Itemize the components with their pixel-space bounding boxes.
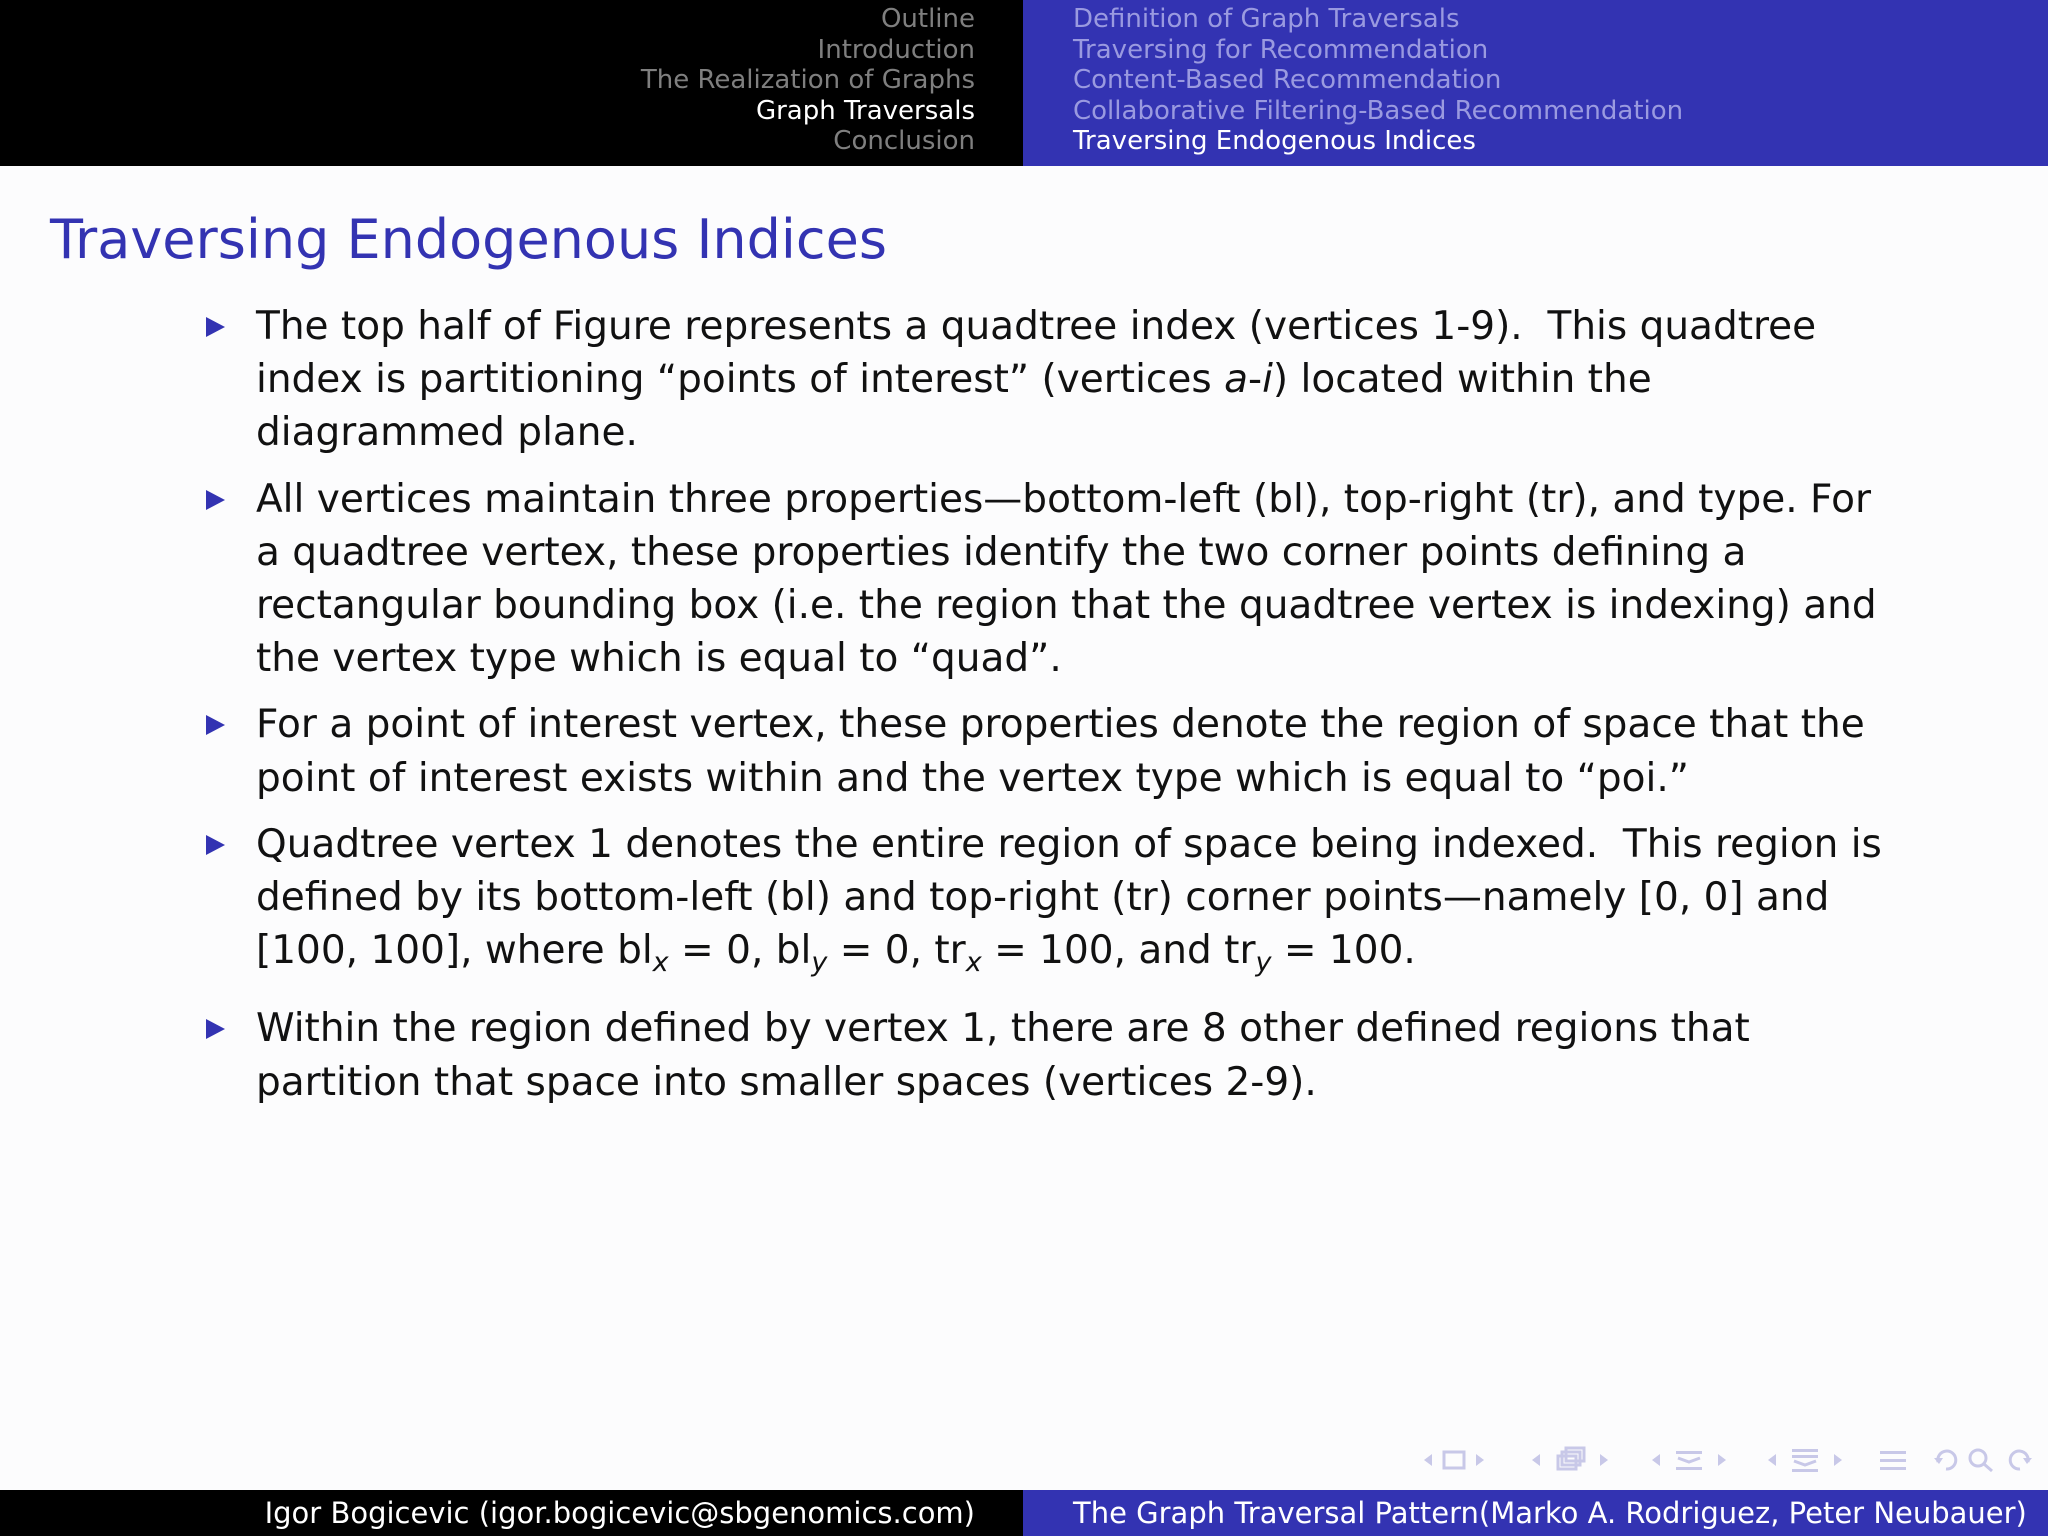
bullet-triangle-icon — [206, 715, 225, 735]
bullet-triangle-icon — [206, 490, 225, 510]
nav-subsection-content-based[interactable]: Content-Based Recommendation — [1073, 65, 1502, 96]
bullet-item — [206, 1002, 1906, 1108]
navigation-symbols — [1394, 1440, 2034, 1480]
bullet-text-run: x — [652, 947, 669, 979]
footer-title: The Graph Traversal Pattern(Marko A. Rodriguez, Peter Neubauer) — [1023, 1490, 2048, 1536]
bullet-text-run: y — [1255, 947, 1272, 979]
bullet-text-run: For a point of interest vertex, these properties denote the region of space that the point of interest exists within and the vertex type which is equal to “poi.” — [256, 702, 1878, 801]
bullet-text-run: i — [1262, 357, 1273, 403]
subsection-nav-icon[interactable] — [1526, 1445, 1622, 1475]
section-navigation — [0, 0, 1023, 166]
nav-section-graph-traversals[interactable]: Graph Traversals — [755, 95, 975, 126]
bullet-text-run: y — [811, 947, 828, 979]
bullet-text — [256, 1006, 1762, 1104]
section-nav-icon[interactable] — [1646, 1445, 1738, 1475]
align-icon[interactable] — [1878, 1445, 1908, 1475]
bullet-text-run: - — [1247, 357, 1263, 403]
slide-title: Traversing Endogenous Indices — [50, 208, 887, 271]
bullet-text — [256, 304, 1829, 455]
search-back-forward-icon[interactable] — [1932, 1445, 2034, 1475]
nav-subsection-traversing-recommendation[interactable]: Traversing for Recommendation — [1073, 34, 1489, 65]
footer-author: Igor Bogicevic (igor.bogicevic@sbgenomics.com) — [0, 1490, 1023, 1536]
nav-subsection-endogenous-indices[interactable]: Traversing Endogenous Indices — [1073, 126, 1476, 157]
bullet-triangle-icon — [206, 317, 225, 337]
slide-header — [0, 0, 2048, 166]
bullet-text — [256, 821, 1895, 979]
bullet-item — [206, 473, 1906, 686]
bullet-text-run: = 0, tr — [827, 928, 966, 974]
subsection-navigation — [1023, 0, 2048, 166]
bullet-text-run: = 100, and tr — [981, 928, 1256, 974]
bullet-text-run: x — [965, 947, 982, 979]
bullet-text — [256, 702, 1877, 800]
nav-section-conclusion[interactable]: Conclusion — [833, 126, 975, 157]
frame-nav-icon[interactable] — [1418, 1445, 1502, 1475]
bullet-text-run: = 0, bl — [668, 928, 812, 974]
bullet-triangle-icon — [206, 835, 225, 855]
bullet-triangle-icon — [206, 1019, 225, 1039]
bullet-item — [206, 300, 1906, 460]
bullet-text-run: Quadtree vertex 1 denotes the entire region of space being indexed. This region is defined by its bottom-left (bl) and top-right (tr) corner points—namely [0, 0] and [100, 100], where bl — [256, 821, 1895, 974]
bullet-text — [256, 477, 1889, 682]
bullet-text-run: The top half of Figure represents a quadtree index (vertices 1-9). This quadtree index is partitioning “points of interest” (vertices — [256, 304, 1829, 403]
nav-section-realization-of-graphs[interactable]: The Realization of Graphs — [640, 65, 975, 96]
bullet-text-run: = 100. — [1271, 928, 1416, 974]
nav-subsection-collaborative-filtering[interactable]: Collaborative Filtering-Based Recommendation — [1073, 95, 1684, 126]
document-nav-icon[interactable] — [1762, 1445, 1854, 1475]
nav-section-outline[interactable]: Outline — [880, 4, 975, 34]
bullet-item — [206, 698, 1906, 804]
bullet-text-run: Within the region defined by vertex 1, there are 8 other defined regions that partition that space into smaller spaces (vertices 2-9). — [256, 1006, 1763, 1105]
slide-footer — [0, 1490, 2048, 1536]
bullet-item — [206, 818, 1906, 990]
nav-section-introduction[interactable]: Introduction — [817, 34, 975, 65]
bullet-text-run: ) located within the diagrammed plane. — [256, 357, 1665, 456]
nav-subsection-definition[interactable]: Definition of Graph Traversals — [1073, 4, 1460, 34]
bullet-text-run: a — [1224, 357, 1248, 403]
bullet-text-run: All vertices maintain three properties—bottom-left (bl), top-right (tr), and type. For a quadtree vertex, these properties identify the two corner points defining a rectangular bounding box (i.e. the region that the quadtree vertex is indexing) and the vertex type which is equal to “quad”. — [256, 476, 1890, 682]
bullet-list — [206, 300, 1906, 1122]
